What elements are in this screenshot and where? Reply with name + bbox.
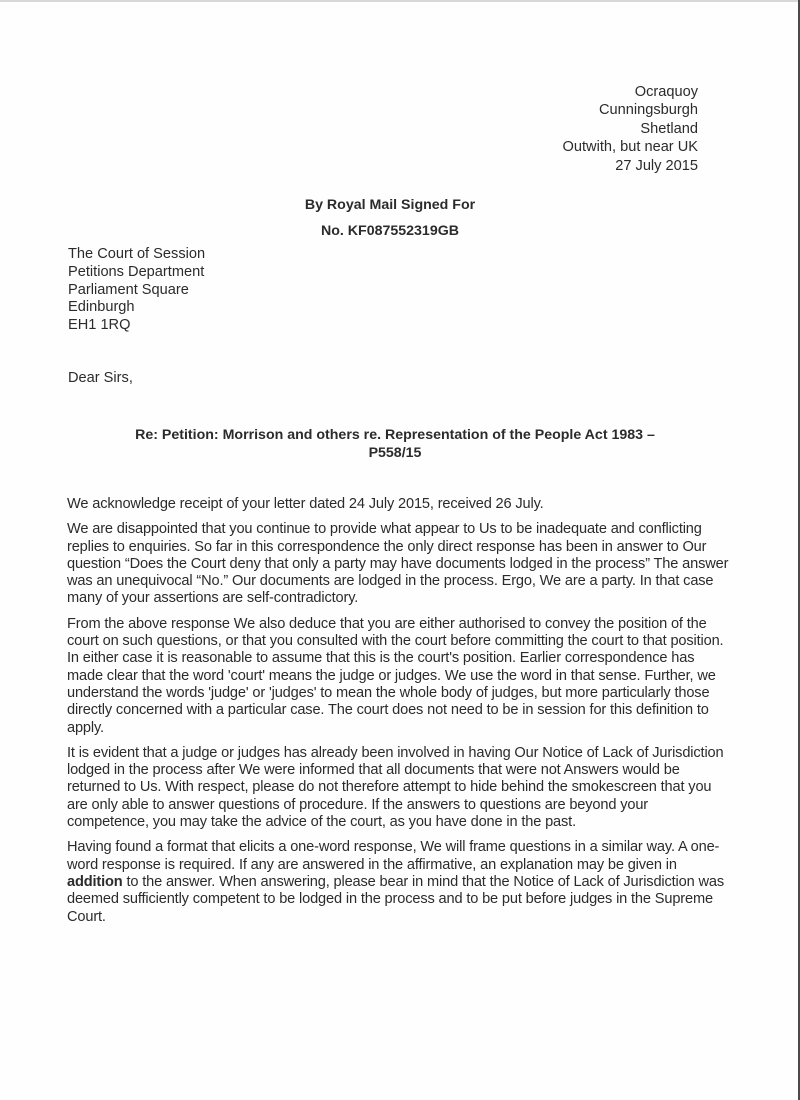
emphasized-word: addition: [67, 873, 123, 890]
subject-line-2: P558/15: [368, 444, 422, 461]
letter-date: 27 July 2015: [615, 157, 698, 174]
text-run: Having found a format that elicits a one-word response, We will frame questions in a similar way. A one-word response is required. If any are answered in the affirmative, an explanation may be given in: [67, 839, 720, 873]
body-paragraph: It is evident that a judge or judges has already been involved in having Our Notice of Lack of Jurisdiction lodged in the process after We were informed that all documents that were not Answers would be returned to Us. With respect, please do not therefore attempt to hide behind the smokescreen that you are only able to answer questions of procedure. If the answers to questions are beyond your competence, you may take the advice of the court, as you have done in the past.: [67, 744, 724, 831]
subject-heading: [90, 427, 700, 462]
sender-address-line: Shetland: [640, 120, 698, 137]
recipient-address: [68, 246, 205, 335]
sender-address-line: Outwith, but near UK: [562, 139, 698, 156]
tracking-number: No. KF087552319GB: [320, 223, 459, 239]
delivery-method: By Royal Mail Signed For: [304, 197, 476, 213]
body-paragraph: We acknowledge receipt of your letter dated 24 July 2015, received 26 July.: [67, 496, 544, 512]
recipient-address-line: The Court of Session: [68, 246, 206, 262]
recipient-address-line: Edinburgh: [68, 299, 135, 316]
recipient-address-line: Petitions Department: [68, 263, 205, 280]
sender-address: [563, 83, 698, 175]
recipient-postcode: EH1 1RQ: [68, 317, 131, 334]
body-paragraph: From the above response We also deduce that you are either authorised to convey the position of the court on such questions, or that you consulted with the court before committing the court to that position. In either case it is reasonable to assume that this is the court's position. Earlier correspondence has made clear that the word 'court' means the judge or judges. We use the word in that sense. Further, we understand the words 'judge' or 'judges' to mean the whole body of judges, but more particularly those directly concerned with a particular case. The court does not need to be in session for this definition to apply.: [67, 615, 724, 736]
scan-top-edge: [0, 0, 800, 2]
subject-line-1: Re: Petition: Morrison and others re. Representation of the People Act 1983 –: [135, 427, 655, 443]
salutation: Dear Sirs,: [68, 370, 133, 386]
sender-address-line: Cunningsburgh: [599, 102, 698, 119]
letter-body: [67, 496, 732, 934]
text-run: to the answer. When answering, please bear in mind that the Notice of Lack of Jurisdiction was deemed sufficiently competent to be lodged in the process and to be put before judges in the Supreme Court.: [67, 873, 724, 925]
body-paragraph-final: [67, 839, 732, 925]
body-paragraph: We are disappointed that you continue to provide what appear to Us to be inadequate and conflicting replies to enquiries. So far in this correspondence the only direct response has been in answer to Our question “Does the Court deny that only a party may have documents lodged in the process” The answer was an unequivocal “No.” Our documents are lodged in the process. Ergo, We are a party. In that case many of your assertions are self-contradictory.: [67, 521, 729, 607]
delivery-method-block: [0, 192, 780, 244]
recipient-address-line: Parliament Square: [68, 281, 189, 298]
sender-address-line: Ocraquoy: [634, 84, 698, 100]
